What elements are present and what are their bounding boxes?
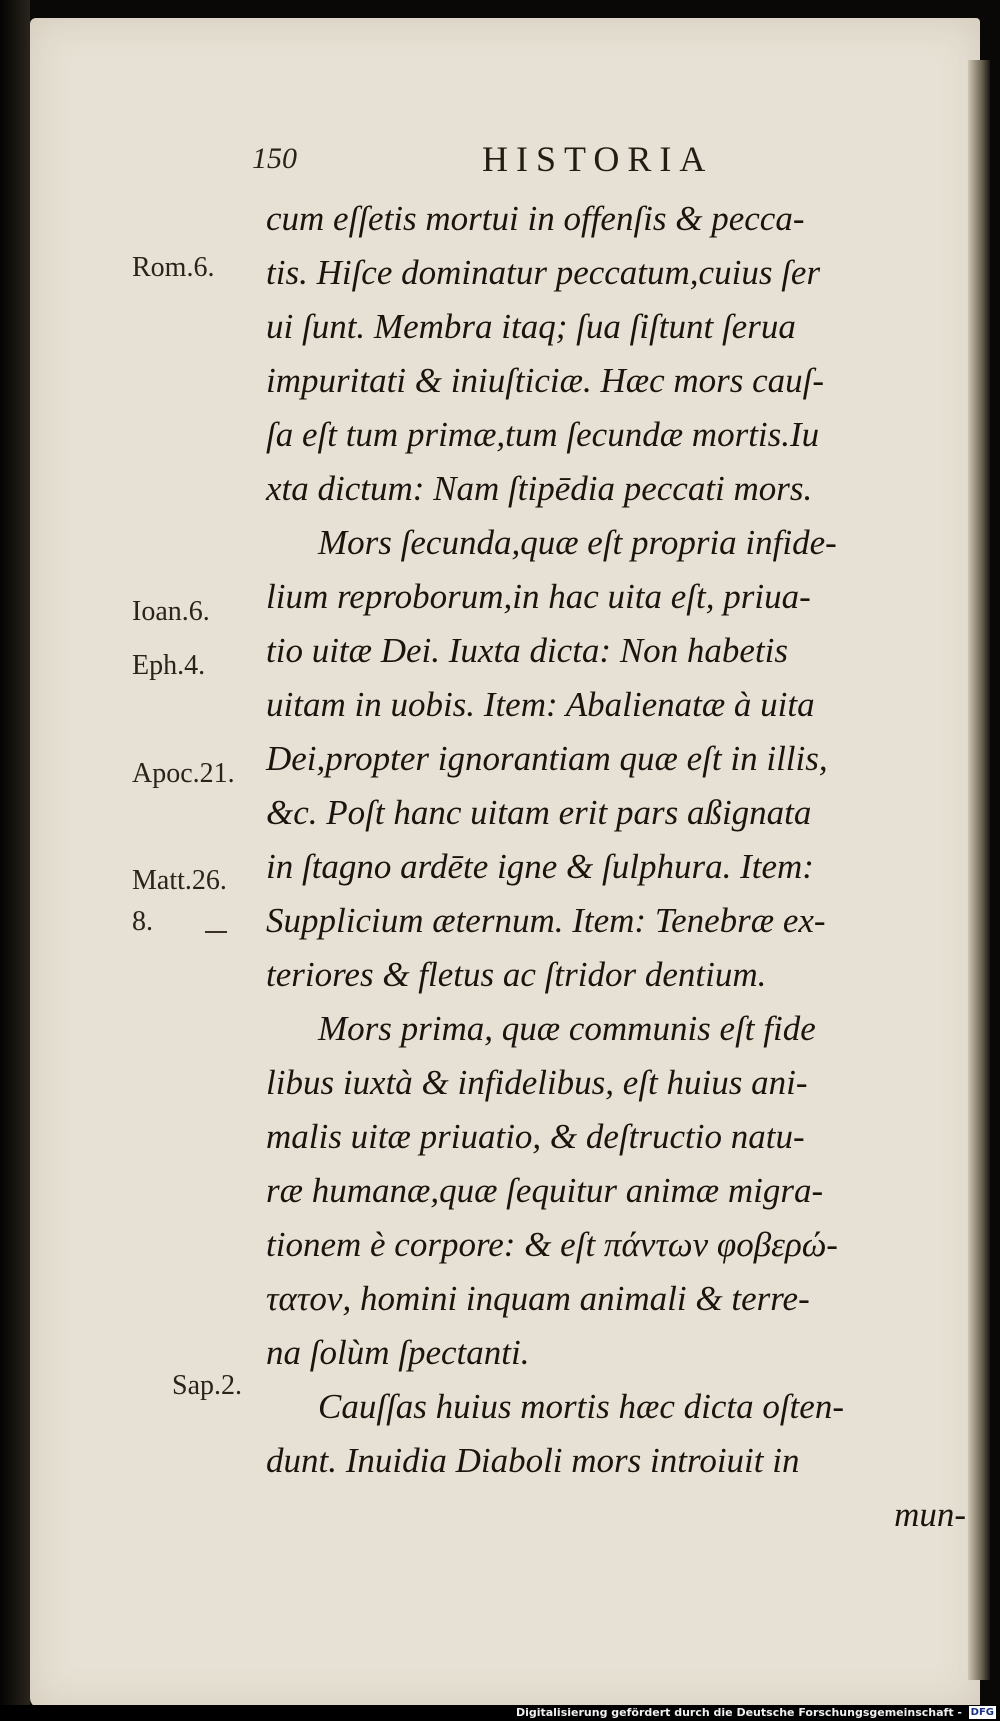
margin-note: Rom.6.	[132, 252, 215, 283]
text-line: in ſtagno ardēte igne & ſulphura. Item:	[266, 847, 814, 886]
scan-left-edge	[0, 0, 30, 1721]
text-line: na ſolùm ſpectanti.	[266, 1333, 530, 1372]
margin-note: Matt.26.	[132, 865, 227, 896]
digitization-credit: Digitalisierung gefördert durch die Deutsche Forschungsgemeinschaft -	[515, 1706, 962, 1719]
margin-note: Apoc.21.	[132, 758, 235, 789]
margin-dash	[205, 931, 227, 933]
margin-note: 8.	[132, 906, 153, 937]
body-text	[266, 192, 966, 1542]
scan-footer	[0, 1705, 1000, 1721]
text-line: dunt. Inuidia Diaboli mors introiuit in	[266, 1441, 800, 1480]
text-line: tionem è corpore: & eſt πάντων φοβερώ-	[266, 1225, 838, 1264]
text-line: ſa eſt tum primæ,tum ſecundæ mortis.Iu	[266, 415, 820, 454]
text-line: libus iuxtà & infidelibus, eſt huius ani-	[266, 1063, 808, 1102]
margin-note: Sap.2.	[172, 1370, 242, 1401]
text-line: Mors prima, quæ communis eſt fide	[318, 1009, 816, 1048]
catchword: mun-	[894, 1495, 966, 1534]
text-line: malis uitæ priuatio, & deſtructio natu-	[266, 1117, 805, 1156]
dfg-logo: DFG	[970, 1707, 994, 1718]
text-line: uitam in uobis. Item: Abalienatæ à uita	[266, 685, 815, 724]
text-line: ui ſunt. Membra itaq; ſua ſiſtunt ſerua	[266, 307, 796, 346]
page-fore-edge	[968, 60, 990, 1680]
text-line: Dei,propter ignorantiam quæ eſt in illis,	[266, 739, 828, 778]
text-line: Mors ſecunda,quæ eſt propria infide-	[318, 523, 837, 562]
running-title: HISTORIA	[482, 139, 714, 179]
text-line: lium reproborum,in hac uita eſt, priua-	[266, 577, 811, 616]
page-header	[0, 138, 1000, 184]
text-line: τατον, homini inquam animali & terre-	[266, 1279, 810, 1318]
text-line: impuritati & iniuſticiæ. Hæc mors cauſ-	[266, 361, 825, 400]
text-line: teriores & fletus ac ſtridor dentium.	[266, 955, 767, 994]
page-number: 150	[252, 142, 297, 175]
text-line: ræ humanæ,quæ ſequitur animæ migra-	[266, 1171, 824, 1210]
text-line: Cauſſas huius mortis hæc dicta oſten-	[318, 1387, 844, 1426]
text-line: cum eſſetis mortui in offenſis & pecca-	[266, 199, 805, 238]
text-line: tis. Hiſce dominatur peccatum,cuius ſer	[266, 253, 821, 292]
margin-note: Ioan.6.	[132, 596, 210, 627]
margin-note: Eph.4.	[132, 650, 206, 681]
text-line: xta dictum: Nam ſtipēdia peccati mors.	[266, 469, 813, 508]
text-line: tio uitæ Dei. Iuxta dicta: Non habetis	[266, 631, 789, 670]
text-line: &c. Poſt hanc uitam erit pars aßignata	[266, 793, 812, 832]
text-line: Supplicium æternum. Item: Tenebræ ex-	[266, 901, 826, 940]
